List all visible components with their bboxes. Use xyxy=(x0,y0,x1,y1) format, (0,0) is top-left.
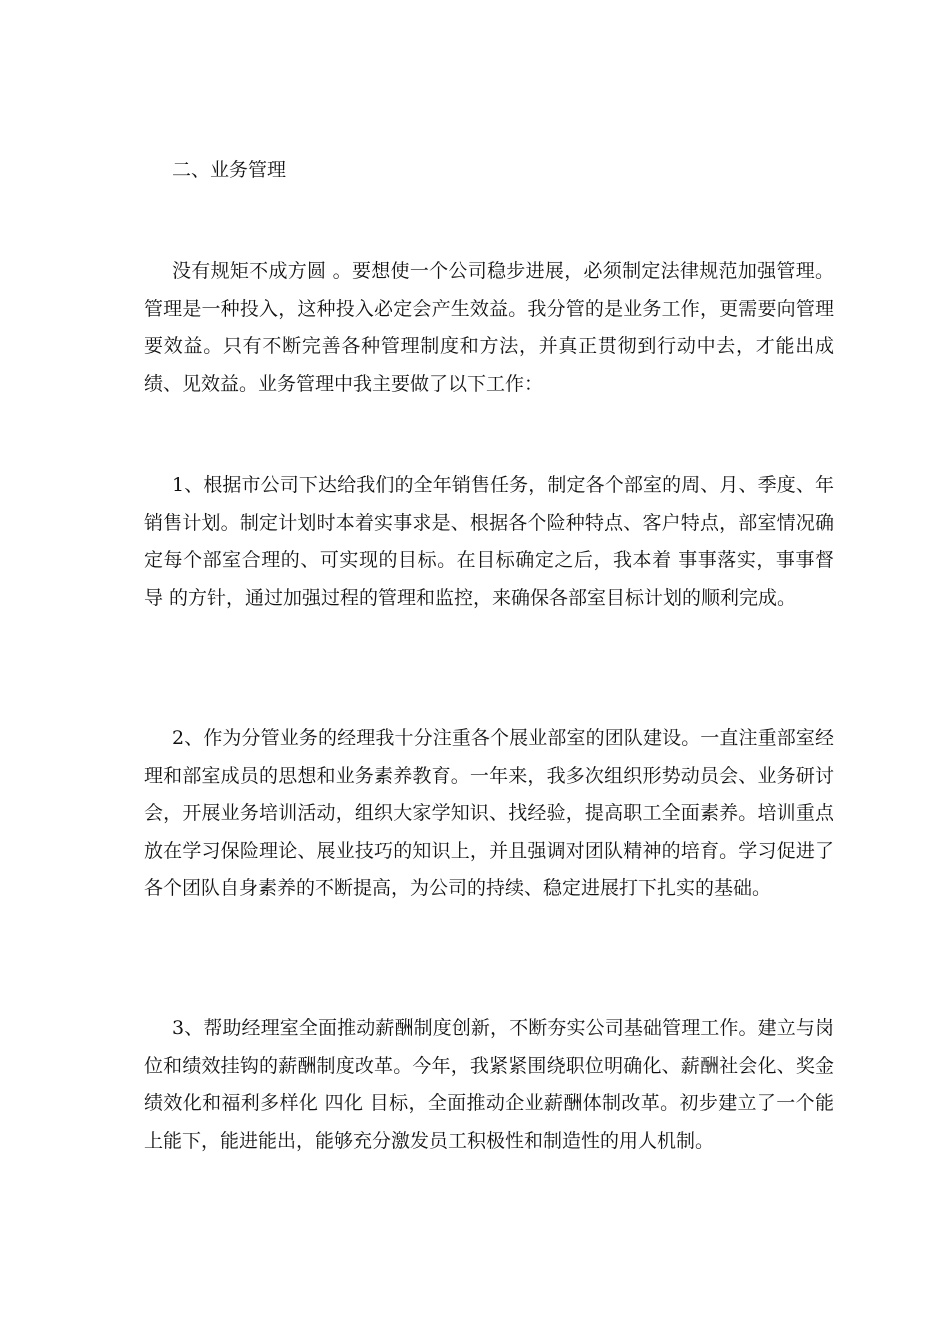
section-heading: 二、业务管理 xyxy=(172,159,287,181)
paragraph-item-2: 2、作为分管业务的经理我十分注重各个展业部室的团队建设。一直注重部室经理和部室成员的思想和业务素养教育。一年来，我多次组织形势动员会、业务研讨会，开展业务培训活动，组织大家学知识、找经验，提高职工全面素养。培训重点放在学习保险理论、展业技巧的知识上，并且强调对团队精神的培育。学习促进了各个团队自身素养的不断提高，为公司的持续、稳定进展打下扎实的基础。 xyxy=(144,727,834,900)
paragraph-item-3: 3、帮助经理室全面推动薪酬制度创新，不断夯实公司基础管理工作。建立与岗位和绩效挂钩的薪酬制度改革。今年，我紧紧围绕职位明确化、薪酬社会化、奖金绩效化和福利多样化 四化 目标，全面推动企业薪酬体制改革。初步建立了一个能上能下，能进能出，能够充分激发员工积极性和制造性的用人机制。 xyxy=(144,1017,834,1152)
paragraph-item-1: 1、根据市公司下达给我们的全年销售任务，制定各个部室的周、月、季度、年销售计划。制定计划时本着实事求是、根据各个险种特点、客户特点，部室情况确定每个部室合理的、可实现的目标。在目标确定之后，我本着 事事落实，事事督导 的方针，通过加强过程的管理和监控，来确保各部室目标计划的顺利完成。 xyxy=(144,474,834,609)
paragraph-intro: 没有规矩不成方圆 。要想使一个公司稳步进展，必须制定法律规范加强管理。管理是一种投入，这种投入必定会产生效益。我分管的是业务工作，更需要向管理要效益。只有不断完善各种管理制度和方法，并真正贯彻到行动中去，才能出成绩、见效益。业务管理中我主要做了以下工作： xyxy=(144,260,834,395)
